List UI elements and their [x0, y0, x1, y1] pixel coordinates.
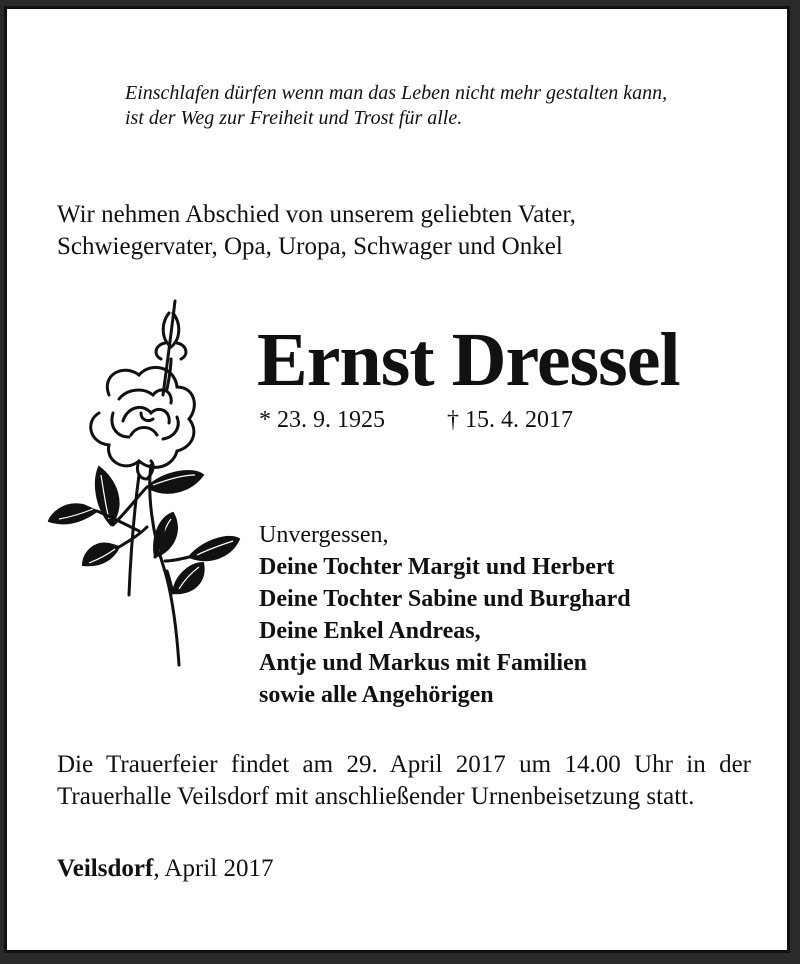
mourners-lead: Unvergessen, [259, 522, 389, 548]
deceased-name: Ernst Dressel [257, 318, 680, 402]
intro-line-1: Wir nehmen Abschied von unserem geliebten Vater, [57, 201, 576, 228]
funeral-info: Die Trauerfeier findet am 29. April 2017 um 14.00 Uhr in der Trauerhalle Veilsdorf mit anschließender Urnenbeisetzung statt. [57, 751, 751, 810]
place-date-text: , April 2017 [153, 855, 274, 882]
motto-line-1: Einschlafen dürfen wenn man das Leben nicht mehr gestalten kann, [125, 82, 668, 104]
mourner-line: Deine Tochter Margit und Herbert [259, 554, 615, 580]
place-date [57, 853, 273, 885]
death-date: † 15. 4. 2017 [447, 407, 573, 433]
place-town: Veilsdorf [57, 855, 154, 882]
birth-date: * 23. 9. 1925 [259, 407, 385, 433]
rose-icon [43, 295, 243, 675]
mourner-line: sowie alle Angehörigen [259, 682, 494, 708]
mourner-line: Deine Tochter Sabine und Burghard [259, 586, 631, 612]
mourners-list [259, 519, 631, 711]
intro-line-2: Schwiegervater, Opa, Uropa, Schwager und Onkel [57, 233, 563, 260]
mourner-line: Antje und Markus mit Familien [259, 650, 588, 676]
mourner-line: Deine Enkel Andreas, [259, 618, 481, 644]
life-dates [259, 405, 573, 435]
intro-text [57, 199, 576, 263]
obituary-notice [4, 6, 790, 953]
motto-line-2: ist der Weg zur Freiheit und Trost für alle. [125, 107, 463, 129]
motto-quote [125, 81, 667, 131]
